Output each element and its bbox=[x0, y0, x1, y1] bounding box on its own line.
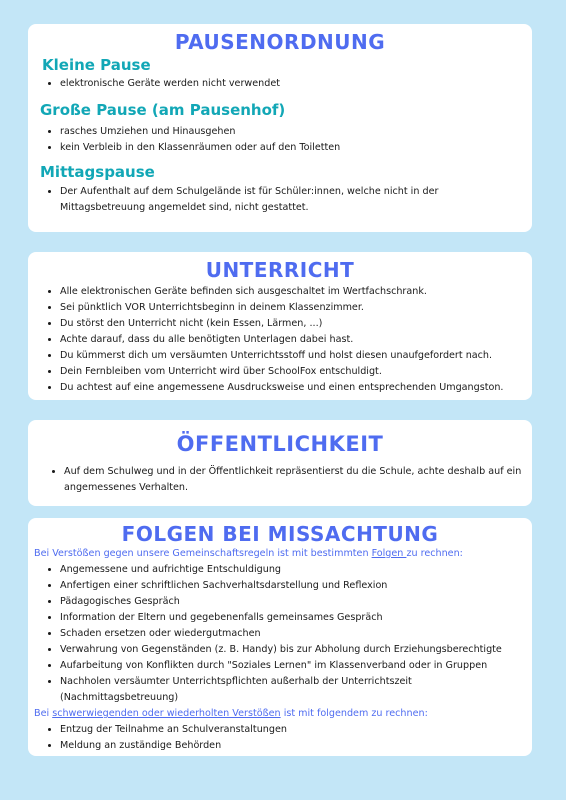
verstoesse-link: schwerwiegenden oder wiederholten Verstößen bbox=[52, 708, 281, 719]
grosse-pause-list bbox=[28, 124, 532, 156]
list-item: • Achte darauf, dass du alle benötigten Unterlagen dabei hast. bbox=[60, 332, 532, 348]
list-item: • Auf dem Schulweg und in der Öffentlichkeit repräsentierst du die Schule, achte deshalb auf ein angemessenes Verhalten. bbox=[64, 464, 524, 496]
intro-text: Bei bbox=[34, 708, 53, 719]
folgen-intro-2 bbox=[28, 706, 532, 722]
oeffentlichkeit-list bbox=[28, 464, 532, 496]
list-item: • Verwahrung von Gegenständen (z. B. Handy) bis zur Abholung durch Erziehungsberechtigte bbox=[60, 642, 520, 658]
oeffentlichkeit-title: ÖFFENTLICHKEIT bbox=[176, 432, 384, 456]
list-item: • Alle elektronischen Geräte befinden sich ausgeschaltet im Wertfachschrank. bbox=[60, 284, 532, 300]
unterricht-card bbox=[28, 252, 532, 400]
folgen-list-1 bbox=[28, 562, 532, 706]
intro-text: Bei Verstößen gegen unsere Gemeinschaftsregeln ist mit bestimmten bbox=[34, 548, 372, 559]
list-item: • Sei pünktlich VOR Unterrichtsbeginn in deinem Klassenzimmer. bbox=[60, 300, 532, 316]
folgen-intro-1 bbox=[28, 546, 532, 562]
folgen-link: Folgen bbox=[371, 548, 407, 559]
list-item: • elektronische Geräte werden nicht verwendet bbox=[60, 76, 532, 92]
intro-text: zu rechnen: bbox=[406, 548, 463, 559]
list-item: • Information der Eltern und gegebenenfalls gemeinsames Gespräch bbox=[60, 610, 520, 626]
pausenordnung-title: PAUSENORDNUNG bbox=[174, 30, 386, 54]
list-item: • Anfertigen einer schriftlichen Sachverhaltsdarstellung und Reflexion bbox=[60, 578, 520, 594]
list-item: • Entzug der Teilnahme an Schulveranstaltungen bbox=[60, 722, 532, 738]
list-item: • Nachholen versäumter Unterrichtspflichten außerhalb der Unterrichtszeit (Nachmittagsbetreuung) bbox=[60, 674, 520, 706]
list-item: • Der Aufenthalt auf dem Schulgelände ist für Schüler:innen, welche nicht in der Mittagsbetreuung angemeldet sind, nicht gestattet. bbox=[60, 184, 526, 216]
pausenordnung-card bbox=[28, 24, 532, 232]
folgen-list-2 bbox=[28, 722, 532, 754]
folgen-card bbox=[28, 518, 532, 756]
list-item: • Du achtest auf eine angemessene Ausdrucksweise und einen entsprechenden Umgangston. bbox=[60, 380, 532, 396]
kleine-pause-heading: Kleine Pause bbox=[42, 56, 151, 74]
list-item: • Schaden ersetzen oder wiedergutmachen bbox=[60, 626, 520, 642]
list-item: • Aufarbeitung von Konflikten durch "Soziales Lernen" im Klassenverband oder in Gruppen bbox=[60, 658, 520, 674]
grosse-pause-heading: Große Pause (am Pausenhof) bbox=[40, 101, 286, 119]
intro-text: ist mit folgendem zu rechnen: bbox=[280, 708, 428, 719]
kleine-pause-list bbox=[28, 76, 532, 92]
mittagspause-list bbox=[28, 184, 532, 216]
oeffentlichkeit-card bbox=[28, 420, 532, 506]
mittagspause-heading: Mittagspause bbox=[40, 163, 155, 181]
unterricht-title: UNTERRICHT bbox=[205, 258, 355, 282]
list-item: • Du störst den Unterricht nicht (kein Essen, Lärmen, ...) bbox=[60, 316, 532, 332]
list-item: • Meldung an zuständige Behörden bbox=[60, 738, 532, 754]
list-item: • Dein Fernbleiben vom Unterricht wird über SchoolFox entschuldigt. bbox=[60, 364, 532, 380]
unterricht-list bbox=[28, 284, 532, 396]
list-item: • Du kümmerst dich um versäumten Unterrichtsstoff und holst diesen unaufgefordert nach. bbox=[60, 348, 532, 364]
list-item: • Angemessene und aufrichtige Entschuldigung bbox=[60, 562, 520, 578]
list-item: • rasches Umziehen und Hinausgehen bbox=[60, 124, 532, 140]
folgen-title: FOLGEN BEI MISSACHTUNG bbox=[121, 522, 439, 546]
list-item: • Pädagogisches Gespräch bbox=[60, 594, 520, 610]
list-item: • kein Verbleib in den Klassenräumen oder auf den Toiletten bbox=[60, 140, 532, 156]
